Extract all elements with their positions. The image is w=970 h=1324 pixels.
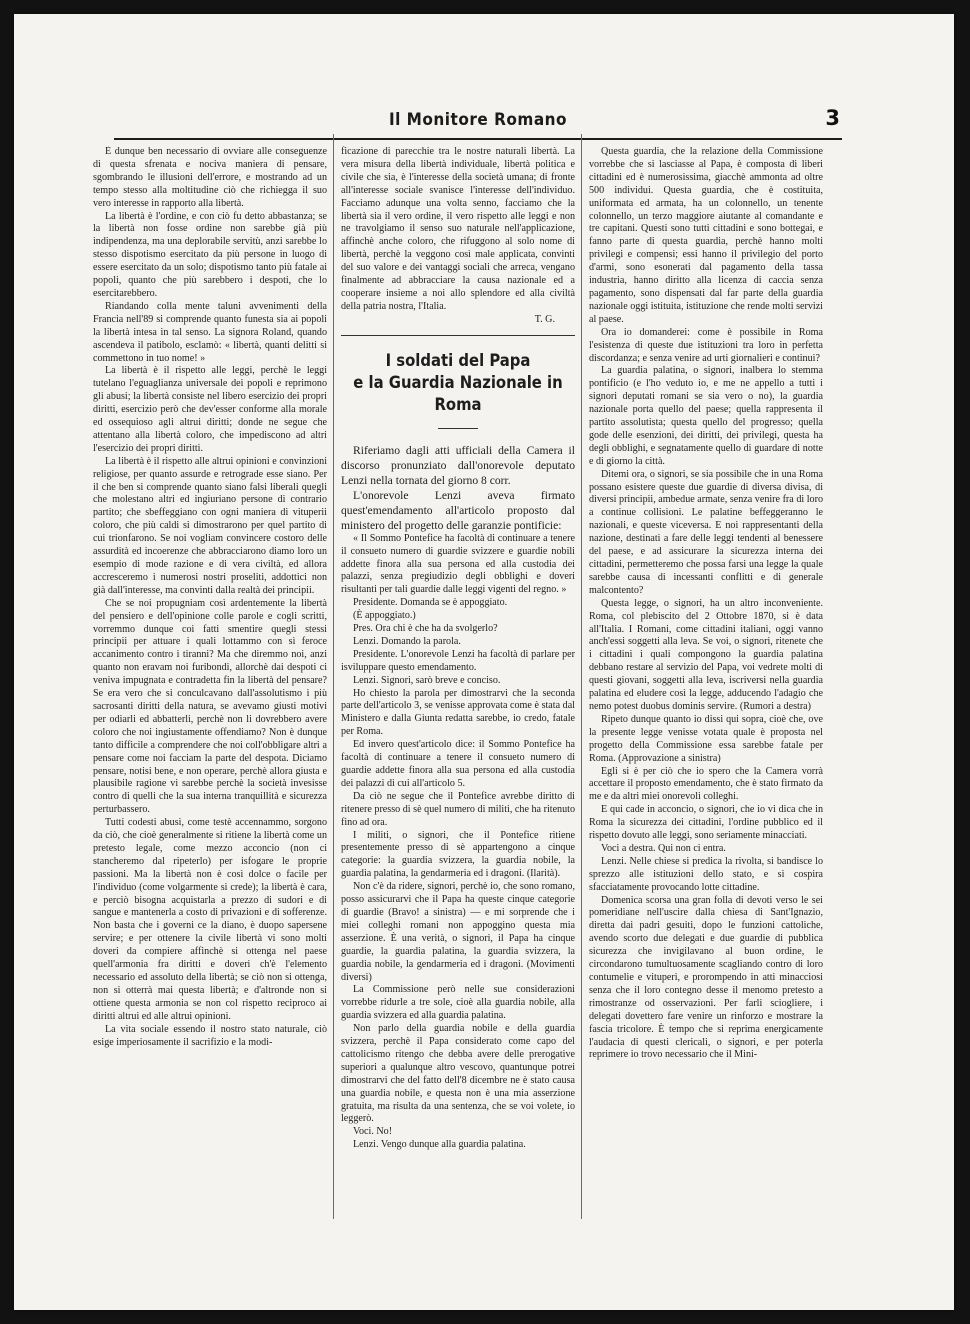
lead-paragraph: L'onorevole Lenzi aveva firmato quest'emendamento all'articolo proposto dal ministero del progetto delle garanzie pontificie: <box>341 488 575 532</box>
paragraph: La guardia palatina, o signori, inalbera lo stemma pontificio (e l'ho veduto io, e me ne appello a tutti i signori deputati romani se sia vero o no), la guardia nazionale porta quello del paese; quella rappresenta il partito assolutista; questa quello del progresso; quella gode delle esenzioni, dei diritti, dei privilegi, questa ha degli obblighi, e segnatamente quello di guardare di notte e di giorno la città. <box>589 365 823 467</box>
paragraph: Ed invero quest'articolo dice: il Sommo Pontefice ha facoltà di continuare a tenere il consueto numero di guardie addette finora alla sua persona ed alla custodia dei palazzi di cui all'articolo 5. <box>341 739 575 789</box>
article-lead <box>341 443 575 533</box>
paragraph: La Commissione però nelle sue considerazioni vorrebbe ridurle a tre sole, cioè alla guardia nobile, alla guardia svizzera ed alla guardia palatina. <box>341 984 575 1022</box>
column-divider <box>581 134 582 1219</box>
article-headline <box>341 350 575 416</box>
page-header <box>114 104 842 140</box>
paragraph: Ditemi ora, o signori, se sia possibile che in una Roma possano esistere queste due guardie di diversa divisa, di diversi principii, ambedue armate, senza venire fra di loro a continue collisioni. Le palatine beffeggeranno le nazionali, e queste viceversa. E noi rappresentanti della nazione, destinati a fare delle leggi tendenti al benessere del paese, e ad assicurare la sicurezza interna dei cittadini, permetteremo che possa farsi una legge la quale sarebbe causa di incessanti conflitti e di generale malcontento? <box>589 468 823 596</box>
paragraph: Domenica scorsa una gran folla di devoti verso le sei pomeridiane nell'uscire dalla chiesa di Sant'Ignazio, diretta dai padri gesuiti, dopo le funzioni cattoliche, avendo scorto due delegati e due guardie di pubblica sicurezza che invigilavano al buon ordine, le circondarono tumultuosamente scagliando contro di loro contumelie e vituperi, e prorompendo in atti minacciosi senza che il loro contegno desse il menomo pretesto a rimostranze od osservazioni. Per farli sciogliere, i delegati dovettero fare venire un rinforzo e mostrare la fascia tricolore. È tempo che si reprima energicamente l'audacia di questi clericali, o signori, e per poterla reprimere io trovo necessario che il Mini- <box>589 894 823 1061</box>
paragraph: La libertà è il rispetto alle leggi, perchè le leggi tutelano l'eguaglianza universale dei popoli e reprimono gli abusi; la libertà consiste nel libero esercizio dei propri diritti, esercizio però che dev'esser conforme alla morale ed ossequioso agli altrui diritti; donde ne segue che attentano alla libertà coloro, che impediscono ad altri l'esercizio dei propri diritti. <box>93 365 327 454</box>
lead-paragraph: Riferiamo dagli atti ufficiali della Camera il discorso pronunziato dall'onorevole deputato Lenzi nella tornata del giorno 8 corr. <box>341 443 575 487</box>
paragraph: Lenzi. Nelle chiese si predica la rivolta, si bandisce lo sprezzo alle istituzioni dello stato, e si cospira sfacciatamente provocando lotte cittadine. <box>589 855 823 893</box>
paragraph: Che se noi propugniam così ardentemente la libertà del pensiero e dell'opinione colle parole e cogli scritti, vorremmo dunque coi fatti smentire quegli stessi principii per attuare i quali lottammo con sì feroce accanimento contro i tiranni? Ma che diremmo noi, anzi quanto non eravam noi furibondi, allorchè dai despoti ci veniva impugnata e contradetta fin la libertà del pensare? Se era vero che si conculcavano dall'assolutismo i più sacrosanti diritti della natura, se avevamo giusti motivi per odiarli ed abbatterli, perchè non li dovrebbero avere coloro che noi ingiustamente offendiamo? Non è dunque tanto difficile a comprendere che noi coll'obbligare altri a pensare come noi facciam la parte del despota. Diciamo pensare, notisi bene, e non operare, perchè allora giusta e plausibile ragione vi sarebbe perchè la società invesisse contro di quelli che la sua interna tranquillità e sicurezza perturbassero. <box>93 597 327 816</box>
page-number: 3 <box>825 106 840 130</box>
paragraph: Questa guardia, che la relazione della Commissione vorrebbe che si lasciasse al Papa, è composta di liberi cittadini ed è numerosissima, giacchè ammonta ad oltre 500 individui. Questa guardia, che è costituita, uniformata ed armata, ha un colonnello, un tenente colonnello, un terzo maggiore aiutante al comandante e tre capitani. Questi sono tutti cittadini e sono bottegai, e fanno parte di questa guardia, perchè hanno molti privilegi e compensi; essi hanno il privilegio del porto d'armi, sono esonerati dal pagamento della tassa industria, hanno diritto alla licenza di caccia senza pagamento, sono dispensati dal far parte della guardia nazionale oggi istituita, istituzione che rende molti servizi al paese. <box>589 146 823 325</box>
paragraph: « Il Sommo Pontefice ha facoltà di continuare a tenere il consueto numero di guardie svizzere e guardie nobili addette finora alla sua persona ed alla custodia dei palazzi, senza pregiudizio degli obblighi e doveri risultanti per tali guardie dalle leggi vigenti del regno. » <box>341 532 575 596</box>
headline-line-1: I soldati del Papa <box>385 350 531 370</box>
paragraph: Da ciò ne segue che il Pontefice avrebbe diritto di ritenere presso di sè quel numero di militi, che ha ritenuto fino ad ora. <box>341 790 575 828</box>
paragraph: Non c'è da ridere, signori, perchè io, che sono romano, posso assicurarvi che il Papa ha queste cinque categorie di guardie (Bravo! a sinistra) — e mi sorprende che i miei colleghi romani non appoggino questa mia asserzione. È una verità, o signori, il Papa ha cinque guardie, la guardia palatina, la guardia svizzera, la guardia nobile, la gendarmeria ed i dragoni. (Movimenti diversi) <box>341 881 575 983</box>
paragraph: E qui cade in acconcio, o signori, che io vi dica che in Roma la sicurezza dei cittadini, l'ordine pubblico ed il rispetto dovuto alle leggi, sono seriamente minacciati. <box>589 804 823 842</box>
paragraph: Presidente. L'onorevole Lenzi ha facoltà di parlare per isviluppare questo emendamento. <box>341 648 575 673</box>
paragraph: Presidente. Domanda se è appoggiato. <box>353 597 508 609</box>
paragraph: Ho chiesto la parola per dimostrarvi che la seconda parte dell'articolo 3, se venisse approvata come è stata dal Ministero e dalla Giunta redatta sarebbe, io credo, fatale per Roma. <box>341 687 575 738</box>
column-1 <box>93 146 327 1226</box>
paragraph: Questa legge, o signori, ha un altro inconveniente. Roma, col plebiscito del 2 Ottobre 1870, si è data all'Italia. I Romani, come cittadini italiani, oggi vanno anch'essi soggetti alla leva. Se voi, o signori, ritenete che i cittadini i quali compongono la guardia palatina debbano restare al servizio del Papa, voi vedrete molti di questi giovani, soggetti alla leva, iscriversi nella guardia palatina ed eludere così la legge, adducendo l'adagio che nemo potest duobus dominis servire. (Rumori a destra) <box>589 597 823 712</box>
paragraph: La libertà è il rispetto alle altrui opinioni e convinzioni religiose, per quanto assurde e retrograde esse siano. Per il che ben si comprende quanto siano falsi liberali quegli che molestano altri ed ingiuriano persone di contrario partito; che sbeffeggiano con ogni maniera di vituperii coloro, che più caldi si dimostrarono per quel partito di cui trionfarono. Se noi vogliam convincere costoro delle assurdità ed incoerenze che abbracciarono diamo loro un esempio di mode razione e di vera civiltà, ed allora accresceremo i numerosi nostri proseliti, addottici non già dall'interesse, ma convinti dalla realtà dei principii. <box>93 455 327 596</box>
paragraph: I militi, o signori, che il Pontefice ritiene presentemente presso di sè appartengono a cinque categorie: la guardia svizzera, la guardia nobile, la guardia palatina, la gendarmeria ed i dragoni. (Ilarità). <box>341 829 575 880</box>
headline-line-2: e la Guardia Nazionale in Roma <box>353 372 563 414</box>
paragraph: La libertà è l'ordine, e con ciò fu detto abbastanza; se la libertà non fosse ordine non sarebbe già più indipendenza, ma una deplorabile servitù, anzi sarebbe lo stesso dispotismo esercitato da più persone in luogo di essere esercitato da un solo; dispotismo tanto più fatale ai popoli, quanto che più sarebbero i despoti, che lo esercitarebbero. <box>93 210 327 299</box>
headline-rule <box>438 428 478 429</box>
paragraph: ficazione di parecchie tra le nostre naturali libertà. La vera misura della libertà individuale, libertà politica e civile che sia, è l'interesse della società umana; di fronte all'interesse sociale svanisce l'interesse dell'individuo. Facciamo adunque una volta senno, facciamo che la libertà sia il vero ordine, il vero rispetto alle leggi e non ne travolgiamo il senso suo naturale nell'applicazione, affinchè anche coloro, che rifuggono al solo nome di libertà, perchè la veggono così male applicata, convinti del suo valore e dei vantaggi sociali che arreca, vengano finalmente ad abbracciare la causa nazionale ed a cooperare insieme a noi allo splendore ed alla civiltà della patria nostra, l'Italia. <box>341 146 575 312</box>
paragraph: Lenzi. Vengo dunque alla guardia palatina. <box>353 1139 526 1151</box>
section-separator <box>341 335 575 336</box>
journal-title: Il Monitore Romano <box>388 110 568 130</box>
signature: T. G. <box>534 313 555 325</box>
paragraph: Tutti codesti abusi, come testè accennammo, sorgono da ciò, che cioè generalmente si ritiene la libertà come un pretesto legale, come mezzo acconcio (non ci stancheremo dal ripeterlo) per isfogare le proprie passioni. Ma la libertà non è così dolce o facile per l'individuo (come volgarmente si crede); la libertà è cara, e perciò bisogna acquistarla a prezzo di sudori e di sangue e mantenerla a costo di privazioni e di sofferenze. Non basta che i governi ce la diano, è duopo sapersene servire; e per ottenere la civile libertà vi sono molti doveri da compiere affinchè si ottenga nel paese quell'armonia fra diritti e doveri ch'è l'elemento necessario ed assoluto della libertà; se ciò non si ottenga, non si otterrà mai questa libertà; e d'altronde non si ottiene questa armonia se non col rispetto reciproco ai diritti altrui ed alle altrui opinioni. <box>93 817 327 1022</box>
paragraph: Egli si è per ciò che io spero che la Camera vorrà accettare il proposto emendamento, che è stato firmato da me e da altri miei onorevoli colleghi. <box>589 765 823 803</box>
paragraph: Lenzi. Domando la parola. <box>353 635 461 647</box>
paragraph: Ora io domanderei: come è possibile in Roma l'esistenza di queste due istituzioni tra loro in perfetta discordanza; e senza venire ad urti giornalieri e continui? <box>589 326 823 364</box>
paragraph: È dunque ben necessario di ovviare alle conseguenze di questa sfrenata e nociva maniera di pensare, sgombrando le illusioni dell'errore, e mostrando ad un tempo stesso alla moltitudine ciò che richiegga il suo vero interesse in rapporto alla libertà. <box>93 146 327 209</box>
column-divider <box>333 134 334 1219</box>
column-3 <box>589 146 823 1226</box>
paragraph: Lenzi. Signori, sarò breve e conciso. <box>353 674 501 686</box>
paragraph: Voci. No! <box>353 1126 393 1138</box>
paragraph: La vita sociale essendo il nostro stato naturale, ciò esige imperiosamente il sacrifizio e la modi- <box>93 1023 327 1048</box>
paragraph: Voci a destra. Qui non ci entra. <box>601 842 726 854</box>
column-2 <box>341 146 575 1226</box>
paragraph: Non parlo della guardia nobile e della guardia svizzera, perchè il Papa considerato come capo del cattolicismo ritengo che debba avere delle prerogative superiori a qualunque altro vescovo, quantunque potrei dimostrarvi che del fatto dell'8 dicembre ne è stato causa una guardia nobile, e questa non è una mia asserzione gratuita, ma risulta da una sentenza, che se voi volete, io leggerò. <box>341 1023 575 1125</box>
paragraph: Pres. Ora chi è che ha da svolgerlo? <box>353 623 498 635</box>
paragraph: Riandando colla mente taluni avvenimenti della Francia nell'89 si comprende quanto funesta sia ai popoli la libertà intesa in tal senso. La signora Roland, quando ascendeva il patibolo, esclamò: « libertà, quanti delitti si commettono in tuo nome! » <box>93 300 327 364</box>
paragraph: Ripeto dunque quanto io dissi qui sopra, cioè che, ove la presente legge venisse votata quale è proposta nel progetto della Commissione essa sarebbe fatale per Roma. (Approvazione a sinistra) <box>589 713 823 764</box>
paragraph: (È appoggiato.) <box>353 610 416 622</box>
